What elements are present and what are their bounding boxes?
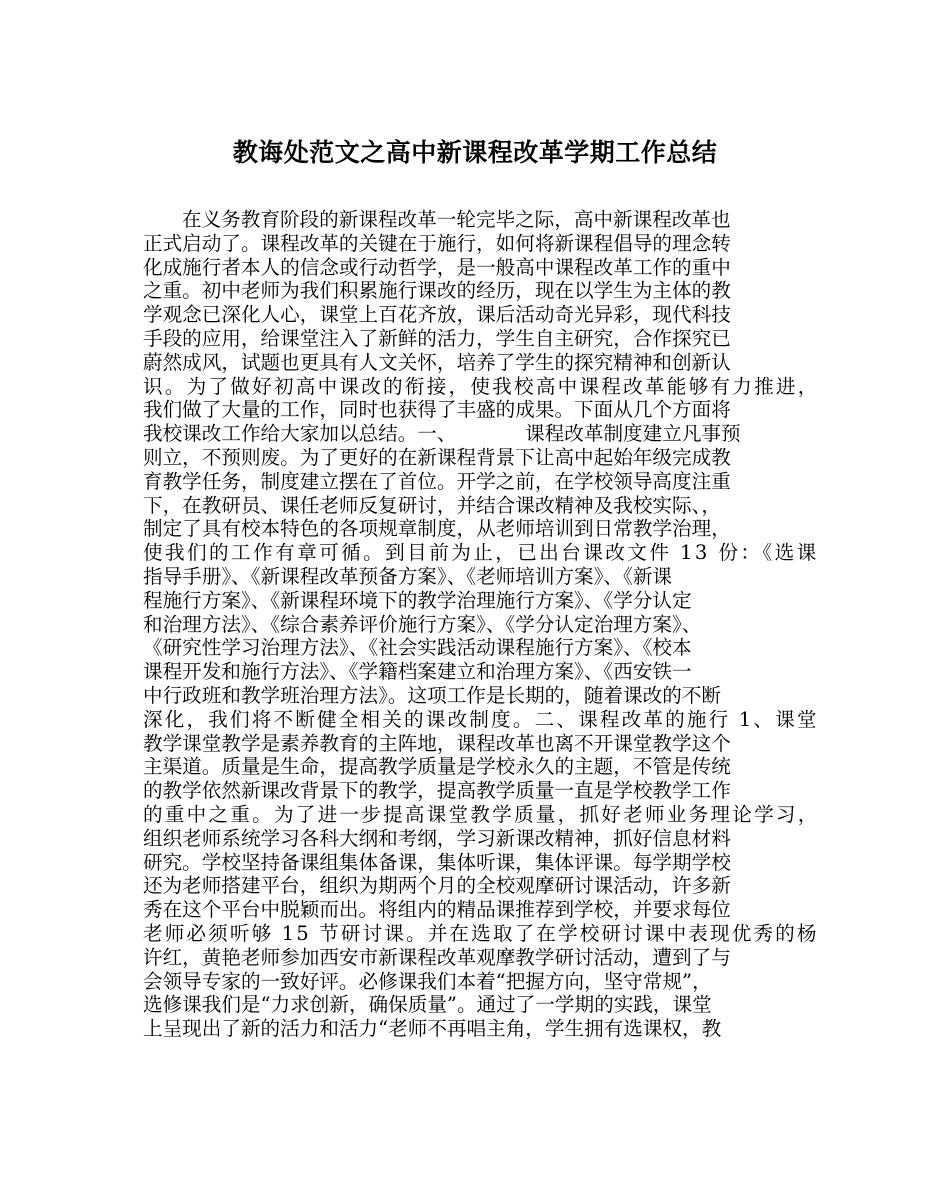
body-text-line: 程施行方案》、《新课程环境下的教学治理施行方案》、《学分认定 — [143, 588, 692, 612]
body-text-line: 在义务教育阶段的新课程改革一轮完毕之际，高中新课程改革也 — [182, 208, 731, 231]
body-text-line: 的教学依然新课改背景下的教学，提高教学质量一直是学校教学工作 — [143, 779, 731, 803]
document-body — [143, 208, 819, 1041]
body-text-line: 上呈现出了新的活力和活力“老师不再唱主角，学生拥有选课权，教 — [143, 1017, 722, 1041]
body-text-line: 课程开发和施行方法》、《学籍档案建立和治理方案》、《西安铁一 — [143, 660, 692, 684]
body-text-line: 选修课我们是“力求创新，确保质量”。通过了一学期的实践，课堂 — [143, 993, 712, 1017]
body-text-line: 研究。学校坚持备课组集体备课，集体听课，集体评课。每学期学校 — [143, 850, 731, 874]
body-text-line: 之重。初中老师为我们积累施行课改的经历，现在以学生为主体的教 — [143, 279, 731, 303]
body-text-line: 学观念已深化人心，课堂上百花齐放，课后活动奇光异彩，现代科技 — [143, 303, 731, 327]
body-text-line: 识。为了做好初高中课改的衔接，使我校高中课程改革能够有力推进， — [143, 374, 820, 398]
body-text-line: 会领导专家的一致好评。必修课我们本着“把握方向，坚守常规”， — [143, 969, 712, 993]
body-text-line: 的重中之重。为了进一步提高课堂教学质量，抓好老师业务理论学习， — [143, 802, 820, 826]
body-text-line: 我们做了大量的工作，同时也获得了丰盛的成果。下面从几个方面将 — [143, 398, 731, 422]
body-text-line: 秀在这个平台中脱颖而出。将组内的精品课推荐到学校，并要求每位 — [143, 898, 731, 922]
body-text-line: 教学课堂教学是素养教育的主阵地，课程改革也离不开课堂教学这个 — [143, 731, 731, 755]
body-text-line: 深化，我们将不断健全相关的课改制度。二、课程改革的施行 1、课堂 — [143, 707, 819, 731]
body-text-line: 育教学任务，制度建立摆在了首位。开学之前，在学校领导高度注重 — [143, 469, 731, 493]
body-text-line: 蔚然成风，试题也更具有人文关怀，培养了学生的探究精神和创新认 — [143, 350, 731, 374]
body-text-line: 使我们的工作有章可循。到目前为止，已出台课改文件 13 份：《选课 — [143, 541, 819, 565]
body-text-line: 中行政班和教学班治理方法》。这项工作是长期的，随着课改的不断 — [143, 683, 722, 707]
body-text-line: 《研究性学习治理方法》、《社会实践活动课程施行方案》、《校本 — [143, 636, 692, 660]
body-text-line: 许红，黄艳老师参加西安市新课程改革观摩教学研讨活动，遭到了与 — [143, 945, 731, 969]
body-text-line: 制定了具有校本特色的各项规章制度，从老师培训到日常教学治理， — [143, 517, 731, 541]
body-text-line: 化成施行者本人的信念或行动哲学，是一般高中课程改革工作的重中 — [143, 255, 731, 279]
body-text-line: 和治理方法》、《综合素养评价施行方案》、《学分认定治理方案》、 — [143, 612, 702, 636]
document-title: 教诲处范文之高中新课程改革学期工作总结 — [232, 138, 718, 167]
body-text-line: 老师必须听够 15 节研讨课。并在选取了在学校研讨课中表现优秀的杨 — [143, 921, 819, 945]
body-text-line: 组织老师系统学习各科大纲和考纲，学习新课改精神，抓好信息材料 — [143, 826, 731, 850]
body-text-line: 还为老师搭建平台，组织为期两个月的全校观摩研讨课活动，许多新 — [143, 874, 731, 898]
body-text-line: 正式启动了。课程改革的关键在于施行，如何将新课程倡导的理念转 — [143, 231, 731, 255]
body-text-line: 指导手册》、《新课程改革预备方案》、《老师培训方案》、《新课 — [143, 564, 673, 588]
body-text-line: 手段的应用，给课堂注入了新鲜的活力，学生自主研究，合作探究已 — [143, 326, 731, 350]
body-text-line: 下，在教研员、课任老师反复研讨，并结合课改精神及我校实际、， — [143, 493, 722, 517]
body-text-line: 主渠道。质量是生命，提高教学质量是学校永久的主题，不管是传统 — [143, 755, 731, 779]
body-text-line: 我校课改工作给大家加以总结。一、 课程改革制度建立凡事预 — [143, 422, 741, 446]
body-text-line: 则立，不预则废。为了更好的在新课程背景下让高中起始年级完成教 — [143, 445, 731, 469]
